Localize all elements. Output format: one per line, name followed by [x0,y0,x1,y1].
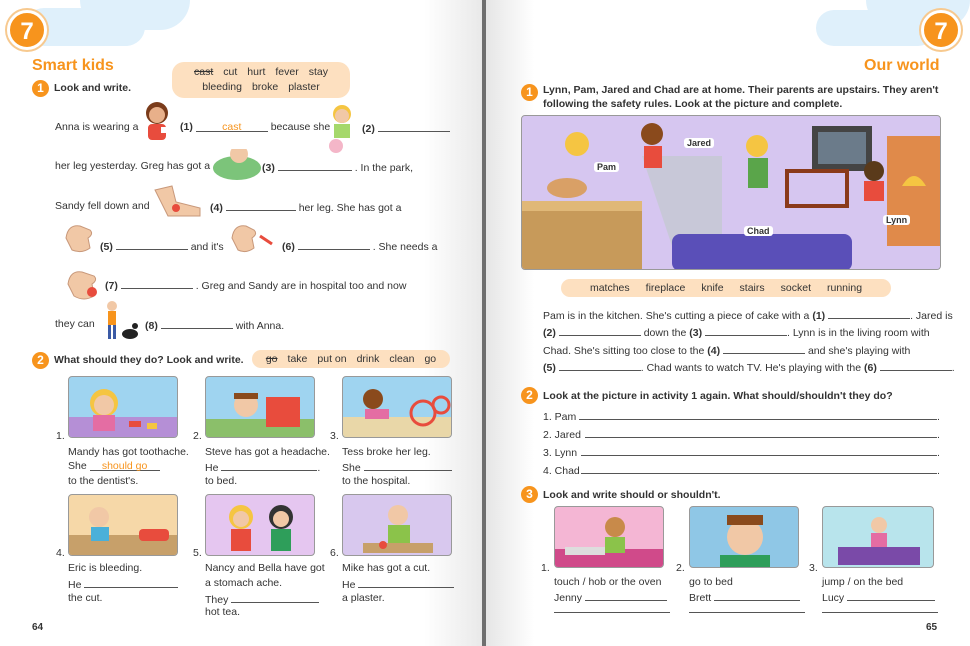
gap-field[interactable] [226,200,296,211]
word-box [172,62,350,98]
item-line [68,460,160,472]
gap-field[interactable] [880,360,952,371]
sentence-line [282,239,438,253]
word: drink [356,353,380,365]
exercise-number: 1 [32,80,49,97]
gap-field[interactable] [221,460,317,471]
sentence-line [210,200,401,214]
word: socket [780,282,811,294]
gap-field[interactable] [828,308,910,319]
item-text: a plaster. [342,592,385,604]
item-text: Mike has got a cut. [342,562,431,574]
gap-field[interactable] [161,318,233,329]
gap-field[interactable]: should go [90,460,160,471]
item-name: Jenny [554,592,583,604]
tired-boy-picture [689,506,799,568]
paragraph-line [543,343,910,357]
gap-field[interactable] [121,278,193,289]
sentence-line [100,239,224,253]
answer-label: 3. Lynn [543,447,578,459]
item-line [342,460,452,474]
word: take [287,353,308,365]
sentence-line [180,121,330,133]
boy-in-bed-picture [212,140,262,182]
item-number: 2. [193,430,202,442]
item-text: to the hospital. [342,475,411,487]
jumping-bed-picture [822,506,934,568]
answer-line: 4. Chad . [543,465,940,477]
gap-number: (4) [210,202,223,214]
item-line [205,592,319,606]
sentence-text: . She needs a [372,241,438,253]
paragraph-line [543,308,953,322]
paragraph-text: . Chad wants to watch TV. He's playing with the [640,362,862,374]
gap-field[interactable] [364,460,452,471]
item-text: He [68,579,82,591]
gap-field[interactable]: cast [196,121,268,132]
word: plaster [288,81,320,93]
item-number: 5. [193,547,202,559]
answer-field[interactable] [585,427,937,438]
hob-picture [554,506,664,568]
sentence-text: . Greg and Sandy are in hospital too and now [195,280,407,292]
item-text: Nancy and Bella have got [205,562,325,574]
sentence-line [145,318,284,332]
answer-field[interactable] [581,463,937,474]
item-line [342,577,454,591]
item-line [689,590,800,604]
item-name: Brett [689,592,712,604]
answer-field[interactable] [581,445,937,456]
heading-text: or [657,489,668,501]
exercise-heading: Look and write. [54,82,132,94]
word: clean [389,353,415,365]
heading-text: should [620,489,655,501]
paragraph-text: and she's playing with [807,345,911,357]
paragraph-text: . Jared is [910,310,953,322]
sentence-text: Anna is wearing a [55,121,139,133]
gap-field[interactable] [378,121,450,132]
item-text: She [342,462,361,474]
word: fireplace [645,282,686,294]
gap-number: (6) [282,241,295,253]
item-text: to the dentist's. [68,475,139,487]
exercise-number: 3 [521,486,538,503]
paragraph-text: Chad. She's sitting too close to the [543,345,705,357]
exercise-heading: following the safety rules. Look at the picture and complete. [543,98,843,110]
page-title: Smart kids [32,57,114,74]
gap-number: (1) [812,310,826,322]
answer-label: 1. Pam [543,411,577,423]
gap-number: (5) [100,241,113,253]
word: stairs [739,282,765,294]
heading-text: shouldn't. [670,489,721,501]
gap-field[interactable] [298,239,370,250]
exercise-number: 1 [521,84,538,101]
item-name: Lucy [822,592,845,604]
exercise-number: 2 [32,352,49,369]
answer-label: 2. Jared [543,429,581,441]
sentence-line [262,160,413,174]
gap-field[interactable] [231,592,319,603]
item-text: to bed. [205,475,238,487]
item-number: 1. [56,430,65,442]
sentence-line [105,278,406,292]
word: knife [701,282,724,294]
word-box [561,279,891,297]
paragraph-text: down the [643,327,687,339]
item-text: Steve has got a headache. [205,446,330,458]
word: put on [317,353,347,365]
word: fever [275,66,299,78]
item-text: Tess broke her leg. [342,446,431,458]
sentence-text: and it's [190,241,224,253]
exercise-number: 2 [521,387,538,404]
item-prompt: touch / hob or the oven [554,576,662,588]
item-number: 2. [676,562,685,574]
gap-field[interactable] [116,239,188,250]
exercise-heading: Lynn, Pam, Jared and Chad are at home. Their parents are upstairs. They aren't [543,84,939,96]
living-room-picture [521,115,941,270]
word: stay [308,66,328,78]
bleeding-boy-picture [68,494,178,556]
item-text: She [68,460,87,472]
word: hurt [247,66,266,78]
answer-line: 2. Jared . [543,429,940,441]
gap-field[interactable] [723,343,805,354]
gap-number: (8) [145,320,158,332]
gap-number: (5) [543,362,556,374]
item-line [68,577,178,591]
headache-picture [205,376,315,438]
gap-field[interactable] [358,577,454,588]
word: go [265,353,278,365]
answer-field[interactable] [689,612,805,613]
sentence-text: they can [55,318,95,330]
label-jared: Jared [684,138,714,148]
item-text: Eric is bleeding. [68,562,143,574]
hurt-foot-picture [150,180,205,220]
item-line [822,590,935,604]
gap-field[interactable] [84,577,178,588]
item-text: He [342,579,356,591]
word: broke [251,81,279,93]
page-number: 65 [926,622,938,633]
toothache-picture [68,376,178,438]
heading-text: Look and write [543,489,618,501]
gap-number: (4) [707,345,721,357]
sentence-text: her leg yesterday. Greg has got a [55,160,211,172]
broken-leg-picture [342,376,452,438]
cut-hand-picture [62,262,104,304]
sentence-text: Sandy fell down and [55,200,150,212]
item-text: He [205,462,219,474]
gap-number: (3) [689,327,703,339]
answer-field[interactable] [554,612,670,613]
answer-field[interactable] [822,612,938,613]
sentence-line [362,121,450,135]
gap-number: (3) [262,162,275,174]
right-page [486,0,970,646]
answer-field[interactable] [585,590,667,601]
exercise-heading [543,489,721,501]
gap-field[interactable] [278,160,352,171]
unit-badge: 7 [7,10,47,50]
item-text: Mandy has got toothache. [68,446,189,458]
item-prompt: jump / on the bed [822,576,904,588]
hand-picture [60,218,98,256]
unit-badge: 7 [921,10,961,50]
gap-number: (2) [543,327,556,339]
item-number: 4. [56,547,65,559]
sentence-text: . In the park, [354,162,414,174]
word-box [252,350,450,368]
sentence-text: because she [270,121,331,133]
item-number: 1. [541,562,550,574]
bleeding-finger-picture [228,218,278,258]
word: bleeding [202,81,242,93]
item-text: a stomach ache. [205,577,283,589]
item-line [554,590,667,604]
cut-finger-picture [342,494,452,556]
sentence-line [55,160,210,172]
page-title: Our world [864,57,940,74]
paragraph-text: . Lynn is in the living room with [787,327,930,339]
page-number: 64 [32,622,44,633]
gap-number: (2) [362,123,375,135]
stomach-ache-picture [205,494,315,556]
sentence-line [55,318,95,330]
boy-with-dog-picture [100,298,142,343]
left-page [0,0,482,646]
answer-line: 3. Lynn . [543,447,940,459]
sentence-text: with Anna. [235,320,285,332]
gap-number: (1) [180,121,193,133]
item-number: 6. [330,547,339,559]
item-text: hot tea. [205,606,241,618]
sentence-line [55,200,150,212]
gap-field[interactable] [705,325,787,336]
word: cast [194,66,214,78]
gap-number: (6) [863,362,877,374]
word: matches [589,282,630,294]
gap-number: (7) [105,280,118,292]
sentence-text: her leg. She has got a [298,202,402,214]
paragraph-text: Pam is in the kitchen. She's cutting a piece of cake with a [543,310,810,322]
word: cut [223,66,238,78]
item-number: 3. [809,562,818,574]
item-text: They [205,594,229,606]
exercise-heading: Look at the picture in activity 1 again. What should/shouldn't they do? [543,390,893,402]
item-number: 3. [330,430,339,442]
exercise-heading: What should they do? Look and write. [54,354,244,366]
answer-label: 4. Chad [543,465,580,477]
item-text: the cut. [68,592,103,604]
item-prompt: go to bed [689,576,733,588]
label-pam: Pam [594,162,619,172]
answer-field[interactable] [579,409,937,420]
label-chad: Chad [744,226,773,236]
word: go [424,353,437,365]
answer-field[interactable] [847,590,935,601]
sentence-line [55,121,138,133]
girl-with-cast-picture [135,97,180,142]
answer-line: 1. Pam . [543,411,940,423]
paragraph-line: (5) . Chad wants to watch TV. He's playing with the (6) . [543,362,955,374]
gap-field[interactable] [559,325,641,336]
label-lynn: Lynn [883,215,910,225]
item-line: He . [205,462,321,474]
gap-field[interactable] [559,360,641,371]
paragraph-line [543,325,930,339]
word: running [827,282,863,294]
answer-field[interactable] [714,590,800,601]
